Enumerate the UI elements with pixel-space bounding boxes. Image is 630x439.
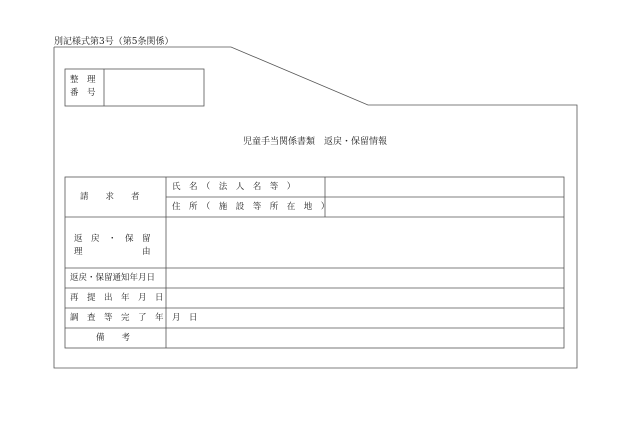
tsuchi-date-field[interactable] <box>167 269 563 287</box>
saiteishutsu-date-label: 再 提 出 年 月 日 <box>70 293 164 303</box>
jusho-label: 住 所 （ 施 設 等 所 在 地 ） <box>172 202 330 212</box>
henrei-riyu-label-line2: 理 由 <box>74 247 151 257</box>
biko-label: 備 考 <box>96 333 131 343</box>
seiri-label-line2: 番 号 <box>70 88 96 98</box>
document-title: 児童手当関係書類 返戻・保留情報 <box>242 137 387 147</box>
seikyusha-label: 請 求 者 <box>80 192 140 202</box>
chosa-date-label: 調 査 等 完 了 年 月 日 <box>70 313 198 323</box>
biko-field[interactable] <box>167 329 563 347</box>
seiri-bango-field[interactable] <box>105 70 203 105</box>
henrei-riyu-field[interactable] <box>167 218 563 267</box>
saiteishutsu-date-field[interactable] <box>167 289 563 307</box>
henrei-riyu-label-line1: 返 戻 ・ 保 留 <box>74 234 151 244</box>
form-caption: 別記様式第3号（第5条関係） <box>54 37 174 47</box>
seiri-label-line1: 整 理 <box>70 75 96 85</box>
chosa-date-field[interactable] <box>167 309 563 327</box>
shimei-label: 氏 名 （ 法 人 名 等 ） <box>172 182 296 192</box>
jusho-field[interactable] <box>326 198 563 216</box>
shimei-field[interactable] <box>326 178 563 196</box>
tsuchi-date-label: 返戻・保留通知年月日 <box>70 273 156 283</box>
